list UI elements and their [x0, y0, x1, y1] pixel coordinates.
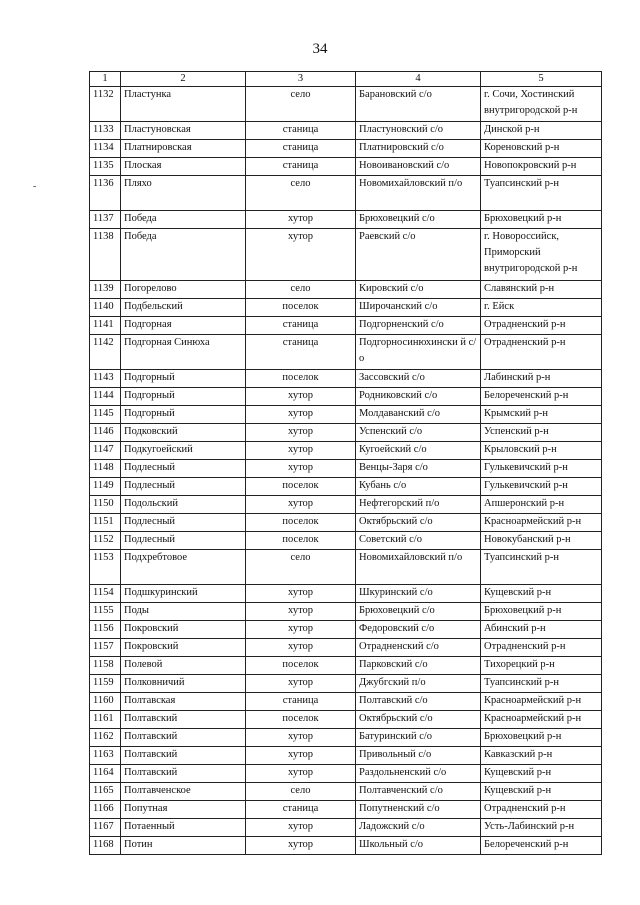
cell-council: Раздольненский с/о [356, 765, 481, 783]
table-row [90, 388, 602, 406]
cell-settlement-name: Покровский [121, 639, 246, 657]
cell-settlement-name: Плоская [121, 158, 246, 176]
cell-settlement-name: Пластуновская [121, 122, 246, 140]
cell-council: Полтавский с/о [356, 693, 481, 711]
cell-number: 1152 [90, 532, 121, 550]
cell-number: 1164 [90, 765, 121, 783]
cell-settlement-name: Подлесный [121, 532, 246, 550]
cell-settlement-name: Подхребтовое [121, 550, 246, 585]
cell-settlement-type: поселок [246, 711, 356, 729]
table-row [90, 424, 602, 442]
cell-settlement-type: село [246, 87, 356, 122]
table-row [90, 801, 602, 819]
cell-district: Лабинский р-н [481, 370, 602, 388]
cell-settlement-type: село [246, 550, 356, 585]
cell-settlement-type: хутор [246, 729, 356, 747]
cell-district: Отрадненский р-н [481, 801, 602, 819]
cell-settlement-name: Подшкуринский [121, 585, 246, 603]
cell-settlement-name: Подлесный [121, 514, 246, 532]
table-row [90, 442, 602, 460]
cell-number: 1158 [90, 657, 121, 675]
cell-settlement-type: станица [246, 801, 356, 819]
cell-district: Крымский р-н [481, 406, 602, 424]
cell-district: Брюховецкий р-н [481, 603, 602, 621]
header-row [90, 72, 602, 87]
cell-settlement-name: Подковский [121, 424, 246, 442]
table-row [90, 603, 602, 621]
table-row [90, 532, 602, 550]
cell-district: Красноармейский р-н [481, 693, 602, 711]
cell-number: 1142 [90, 335, 121, 370]
table-row [90, 122, 602, 140]
cell-district: Динской р-н [481, 122, 602, 140]
cell-district: г. Сочи, Хостинский внутригородской р-н [481, 87, 602, 122]
cell-settlement-type: хутор [246, 585, 356, 603]
cell-council: Зассовский с/о [356, 370, 481, 388]
cell-settlement-name: Полтавский [121, 729, 246, 747]
cell-settlement-name: Попутная [121, 801, 246, 819]
cell-number: 1139 [90, 281, 121, 299]
cell-number: 1141 [90, 317, 121, 335]
cell-council: Парковский с/о [356, 657, 481, 675]
cell-number: 1161 [90, 711, 121, 729]
table-row [90, 335, 602, 370]
cell-settlement-name: Полковничий [121, 675, 246, 693]
cell-district: Красноармейский р-н [481, 514, 602, 532]
cell-settlement-name: Подлесный [121, 478, 246, 496]
cell-district: Крыловский р-н [481, 442, 602, 460]
cell-council: Батуринский с/о [356, 729, 481, 747]
cell-council: Федоровский с/о [356, 621, 481, 639]
cell-number: 1167 [90, 819, 121, 837]
table-row [90, 747, 602, 765]
cell-district: Гулькевичский р-н [481, 460, 602, 478]
cell-district: Абинский р-н [481, 621, 602, 639]
cell-settlement-type: поселок [246, 514, 356, 532]
cell-settlement-name: Потаенный [121, 819, 246, 837]
cell-settlement-type: хутор [246, 460, 356, 478]
cell-settlement-type: хутор [246, 621, 356, 639]
cell-settlement-name: Полтавский [121, 747, 246, 765]
cell-district: Новокубанский р-н [481, 532, 602, 550]
cell-settlement-type: станица [246, 158, 356, 176]
cell-settlement-name: Подгорный [121, 406, 246, 424]
cell-settlement-type: хутор [246, 211, 356, 229]
cell-council: Брюховецкий с/о [356, 211, 481, 229]
cell-settlement-type: станица [246, 317, 356, 335]
cell-council: Успенский с/о [356, 424, 481, 442]
cell-district: Славянский р-н [481, 281, 602, 299]
cell-number: 1157 [90, 639, 121, 657]
cell-number: 1138 [90, 229, 121, 281]
cell-district: Брюховецкий р-н [481, 211, 602, 229]
cell-council: Шкуринский с/о [356, 585, 481, 603]
cell-settlement-type: хутор [246, 819, 356, 837]
cell-settlement-name: Подгорная [121, 317, 246, 335]
cell-number: 1150 [90, 496, 121, 514]
cell-settlement-name: Потин [121, 837, 246, 855]
cell-settlement-type: хутор [246, 496, 356, 514]
cell-number: 1144 [90, 388, 121, 406]
table-row [90, 693, 602, 711]
cell-district: Туапсинский р-н [481, 176, 602, 211]
cell-settlement-type: хутор [246, 603, 356, 621]
cell-council: Кугоейский с/о [356, 442, 481, 460]
cell-settlement-name: Подгорный [121, 388, 246, 406]
cell-number: 1168 [90, 837, 121, 855]
cell-council: Октябрьский с/о [356, 711, 481, 729]
cell-district: Брюховецкий р-н [481, 729, 602, 747]
cell-settlement-type: хутор [246, 639, 356, 657]
cell-settlement-name: Полтавский [121, 765, 246, 783]
cell-settlement-type: поселок [246, 532, 356, 550]
page-number: 34 [312, 41, 328, 57]
cell-number: 1147 [90, 442, 121, 460]
cell-district: Кущевский р-н [481, 585, 602, 603]
cell-settlement-name: Победа [121, 211, 246, 229]
cell-settlement-name: Подгорный [121, 370, 246, 388]
cell-settlement-type: хутор [246, 229, 356, 281]
cell-settlement-name: Полтавская [121, 693, 246, 711]
cell-district: Гулькевичский р-н [481, 478, 602, 496]
table-row [90, 176, 602, 211]
cell-council: Отрадненский с/о [356, 639, 481, 657]
cell-settlement-type: станица [246, 693, 356, 711]
table-row [90, 657, 602, 675]
cell-settlement-name: Подбельский [121, 299, 246, 317]
table-row [90, 406, 602, 424]
cell-council: Нефтегорский п/о [356, 496, 481, 514]
cell-settlement-type: хутор [246, 747, 356, 765]
cell-district: Отрадненский р-н [481, 317, 602, 335]
cell-settlement-name: Полтавченское [121, 783, 246, 801]
cell-settlement-type: хутор [246, 424, 356, 442]
cell-number: 1136 [90, 176, 121, 211]
cell-district: Успенский р-н [481, 424, 602, 442]
cell-council: Новоивановский с/о [356, 158, 481, 176]
table-row [90, 837, 602, 855]
cell-council: Венцы-Заря с/о [356, 460, 481, 478]
cell-settlement-name: Погорелово [121, 281, 246, 299]
cell-council: Кировский с/о [356, 281, 481, 299]
cell-number: 1154 [90, 585, 121, 603]
cell-number: 1145 [90, 406, 121, 424]
cell-district: г. Ейск [481, 299, 602, 317]
table-row [90, 281, 602, 299]
cell-council: Пластуновский с/о [356, 122, 481, 140]
cell-district: Апшеронский р-н [481, 496, 602, 514]
table-row [90, 639, 602, 657]
cell-council: Полтавченский с/о [356, 783, 481, 801]
cell-number: 1153 [90, 550, 121, 585]
cell-council: Октябрьский с/о [356, 514, 481, 532]
cell-district: Кущевский р-н [481, 765, 602, 783]
cell-council: Кубань с/о [356, 478, 481, 496]
table-row [90, 765, 602, 783]
table-row [90, 229, 602, 281]
cell-number: 1162 [90, 729, 121, 747]
cell-number: 1160 [90, 693, 121, 711]
cell-district: Кавказский р-н [481, 747, 602, 765]
cell-settlement-name: Пластунка [121, 87, 246, 122]
cell-district: Кущевский р-н [481, 783, 602, 801]
cell-district: Отрадненский р-н [481, 335, 602, 370]
cell-settlement-type: село [246, 281, 356, 299]
cell-district: Усть-Лабинский р-н [481, 819, 602, 837]
table-row [90, 87, 602, 122]
cell-settlement-name: Подлесный [121, 460, 246, 478]
cell-number: 1135 [90, 158, 121, 176]
cell-council: Ладожский с/о [356, 819, 481, 837]
cell-number: 1148 [90, 460, 121, 478]
table-row [90, 585, 602, 603]
cell-council: Молдаванский с/о [356, 406, 481, 424]
cell-council: Широчанский с/о [356, 299, 481, 317]
cell-council: Платнировский с/о [356, 140, 481, 158]
cell-council: Подгорносинюхински й с/о [356, 335, 481, 370]
col-header-council: 4 [356, 72, 481, 87]
cell-number: 1133 [90, 122, 121, 140]
cell-settlement-name: Поды [121, 603, 246, 621]
cell-settlement-name: Победа [121, 229, 246, 281]
table-row [90, 211, 602, 229]
cell-number: 1146 [90, 424, 121, 442]
margin-mark: - [33, 181, 37, 192]
table-row [90, 711, 602, 729]
cell-council: Школьный с/о [356, 837, 481, 855]
table-row [90, 460, 602, 478]
cell-number: 1137 [90, 211, 121, 229]
table-row [90, 299, 602, 317]
cell-number: 1151 [90, 514, 121, 532]
cell-number: 1140 [90, 299, 121, 317]
cell-number: 1165 [90, 783, 121, 801]
cell-district: Туапсинский р-н [481, 550, 602, 585]
cell-district: Отрадненский р-н [481, 639, 602, 657]
cell-council: Советский с/о [356, 532, 481, 550]
table-row [90, 729, 602, 747]
cell-council: Раевский с/о [356, 229, 481, 281]
table-header [90, 72, 602, 87]
cell-council: Новомихайловский п/о [356, 176, 481, 211]
cell-council: Джубгский п/о [356, 675, 481, 693]
cell-number: 1156 [90, 621, 121, 639]
cell-settlement-name: Покровский [121, 621, 246, 639]
cell-district: Туапсинский р-н [481, 675, 602, 693]
cell-settlement-name: Платнировская [121, 140, 246, 158]
cell-settlement-name: Пляхо [121, 176, 246, 211]
cell-settlement-name: Подкугоейский [121, 442, 246, 460]
cell-council: Родниковский с/о [356, 388, 481, 406]
cell-council: Подгорненский с/о [356, 317, 481, 335]
cell-settlement-type: поселок [246, 370, 356, 388]
cell-council: Барановский с/о [356, 87, 481, 122]
col-header-district: 5 [481, 72, 602, 87]
cell-district: Кореновский р-н [481, 140, 602, 158]
col-header-type: 3 [246, 72, 356, 87]
cell-number: 1143 [90, 370, 121, 388]
table-row [90, 317, 602, 335]
cell-settlement-type: хутор [246, 406, 356, 424]
cell-district: Белореченский р-н [481, 388, 602, 406]
cell-settlement-name: Полевой [121, 657, 246, 675]
table-row [90, 478, 602, 496]
settlements-table [89, 71, 602, 855]
cell-council: Привольный с/о [356, 747, 481, 765]
cell-settlement-name: Подгорная Синюха [121, 335, 246, 370]
table-row [90, 621, 602, 639]
cell-number: 1166 [90, 801, 121, 819]
table-row [90, 783, 602, 801]
cell-number: 1149 [90, 478, 121, 496]
cell-council: Попутненский с/о [356, 801, 481, 819]
cell-number: 1163 [90, 747, 121, 765]
cell-district: Тихорецкий р-н [481, 657, 602, 675]
cell-settlement-type: хутор [246, 765, 356, 783]
cell-settlement-type: поселок [246, 478, 356, 496]
cell-settlement-type: село [246, 783, 356, 801]
cell-district: г. Новороссийск, Приморский внутригородской р-н [481, 229, 602, 281]
table-row [90, 140, 602, 158]
cell-settlement-type: хутор [246, 388, 356, 406]
cell-settlement-type: станица [246, 140, 356, 158]
cell-settlement-type: поселок [246, 657, 356, 675]
cell-settlement-type: поселок [246, 299, 356, 317]
cell-settlement-type: село [246, 176, 356, 211]
cell-settlement-name: Полтавский [121, 711, 246, 729]
table-row [90, 675, 602, 693]
col-header-name: 2 [121, 72, 246, 87]
cell-settlement-type: станица [246, 335, 356, 370]
cell-council: Брюховецкий с/о [356, 603, 481, 621]
cell-district: Белореченский р-н [481, 837, 602, 855]
table-row [90, 550, 602, 585]
table-body [90, 87, 602, 855]
cell-settlement-type: хутор [246, 675, 356, 693]
cell-council: Новомихайловский п/о [356, 550, 481, 585]
cell-number: 1134 [90, 140, 121, 158]
cell-district: Новопокровский р-н [481, 158, 602, 176]
cell-number: 1155 [90, 603, 121, 621]
table-row [90, 158, 602, 176]
table-row [90, 819, 602, 837]
cell-number: 1132 [90, 87, 121, 122]
cell-district: Красноармейский р-н [481, 711, 602, 729]
table-row [90, 370, 602, 388]
cell-settlement-type: станица [246, 122, 356, 140]
cell-settlement-type: хутор [246, 442, 356, 460]
table-row [90, 496, 602, 514]
cell-number: 1159 [90, 675, 121, 693]
cell-settlement-name: Подольский [121, 496, 246, 514]
cell-settlement-type: хутор [246, 837, 356, 855]
col-header-number: 1 [90, 72, 121, 87]
table-row [90, 514, 602, 532]
